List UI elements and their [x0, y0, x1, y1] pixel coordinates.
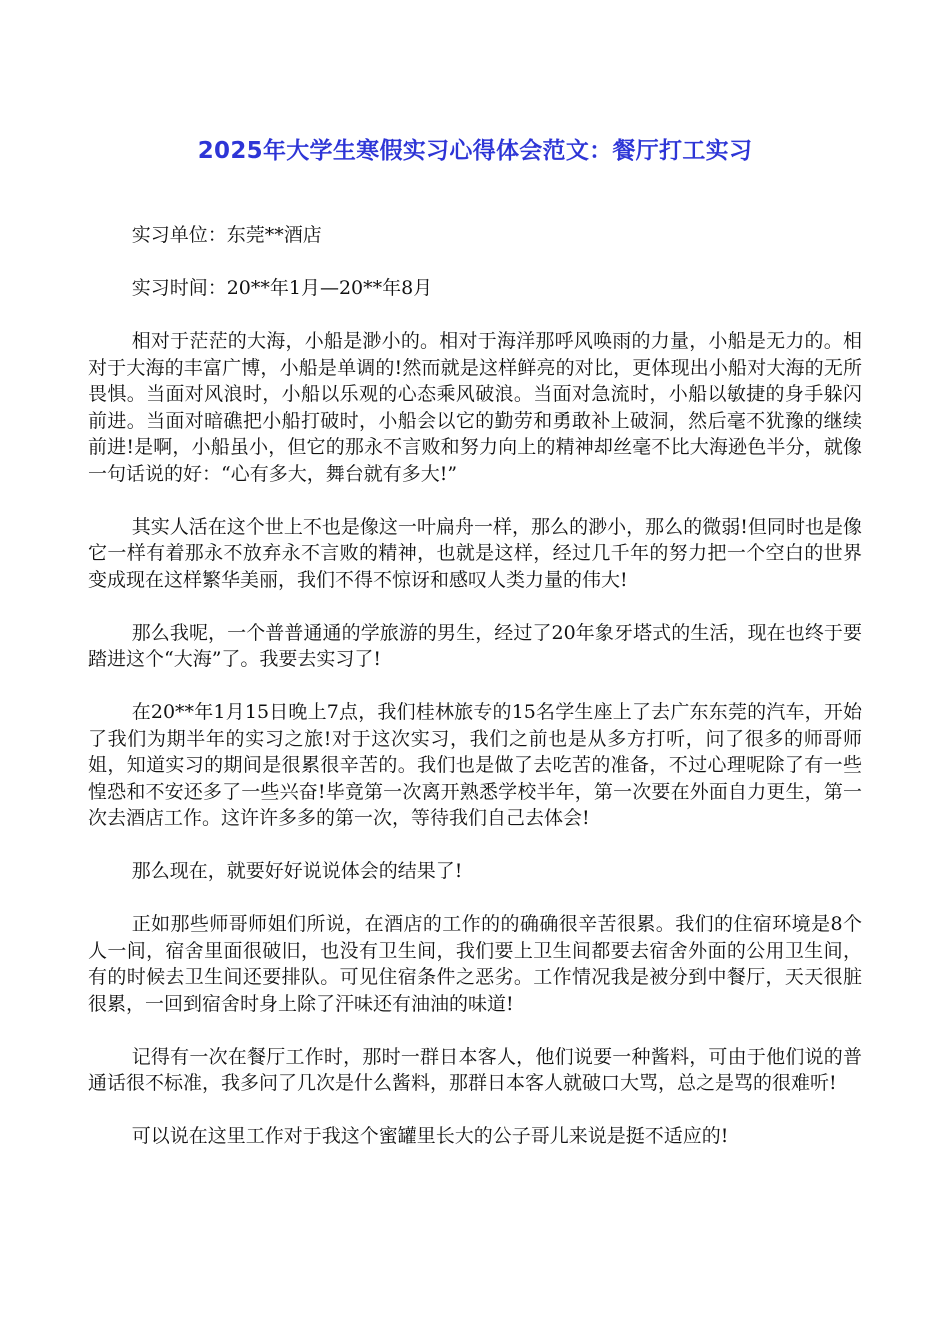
- paragraph: 记得有一次在餐厅工作时，那时一群日本客人，他们说要一种酱料，可由于他们说的普通话很不标准，我多问了几次是什么酱料，那群日本客人就破口大骂，总之是骂的很难听!: [88, 1045, 862, 1094]
- paragraph-internship-unit: 实习单位：东莞**酒店: [131, 224, 322, 246]
- document-body: [88, 222, 862, 1176]
- paragraph: 其实人活在这个世上不也是像这一叶扁舟一样，那么的渺小，那么的微弱!但同时也是像它一样有着那永不放弃永不言败的精神，也就是这样，经过几千年的努力把一个空白的世界变成现在这样繁华美丽，我们不得不惊讶和感叹人类力量的伟大!: [88, 515, 862, 591]
- paragraph: 在20**年1月15日晚上7点，我们桂林旅专的15名学生座上了去广东东莞的汽车，开始了我们为期半年的实习之旅!对于这次实习，我们之前也是从多方打听，问了很多的师哥师姐，知道实习的期间是很累很辛苦的。我们也是做了去吃苦的准备，不过心理呢除了有一些惶恐和不安还多了一些兴奋!毕竟第一次离开熟悉学校半年，第一次要在外面自力更生，第一次去酒店工作。这许许多多的第一次，等待我们自己去体会!: [88, 701, 862, 829]
- paragraph-internship-period: 实习时间：20**年1月—20**年8月: [131, 277, 433, 299]
- document-title: 2025年大学生寒假实习心得体会范文：餐厅打工实习: [197, 138, 753, 164]
- paragraph: 相对于茫茫的大海，小船是渺小的。相对于海洋那呼风唤雨的力量，小船是无力的。相对于大海的丰富广博，小船是单调的!然而就是这样鲜亮的对比，更体现出小船对大海的无所畏惧。当面对风浪时，小船以乐观的心态乘风破浪。当面对急流时，小船以敏捷的身手躲闪前进。当面对暗礁把小船打破时，小船会以它的勤劳和勇敢补上破洞，然后毫不犹豫的继续前进!是啊，小船虽小，但它的那永不言败和努力向上的精神却丝毫不比大海逊色半分，就像一句话说的好：“心有多大，舞台就有多大!”: [88, 330, 862, 485]
- paragraph: 那么现在，就要好好说说体会的结果了!: [131, 860, 463, 882]
- paragraph: 那么我呢，一个普普通通的学旅游的男生，经过了20年象牙塔式的生活，现在也终于要踏进这个“大海”了。我要去实习了!: [88, 621, 862, 670]
- paragraph: 正如那些师哥师姐们所说，在酒店的工作的的确确很辛苦很累。我们的住宿环境是8个人一间，宿舍里面很破旧，也没有卫生间，我们要上卫生间都要去宿舍外面的公用卫生间，有的时候去卫生间还要排队。可见住宿条件之恶劣。工作情况我是被分到中餐厅，天天很脏很累，一回到宿舍时身上除了汗味还有油油的味道!: [88, 913, 862, 1015]
- paragraph: 可以说在这里工作对于我这个蜜罐里长大的公子哥儿来说是挺不适应的!: [131, 1125, 729, 1147]
